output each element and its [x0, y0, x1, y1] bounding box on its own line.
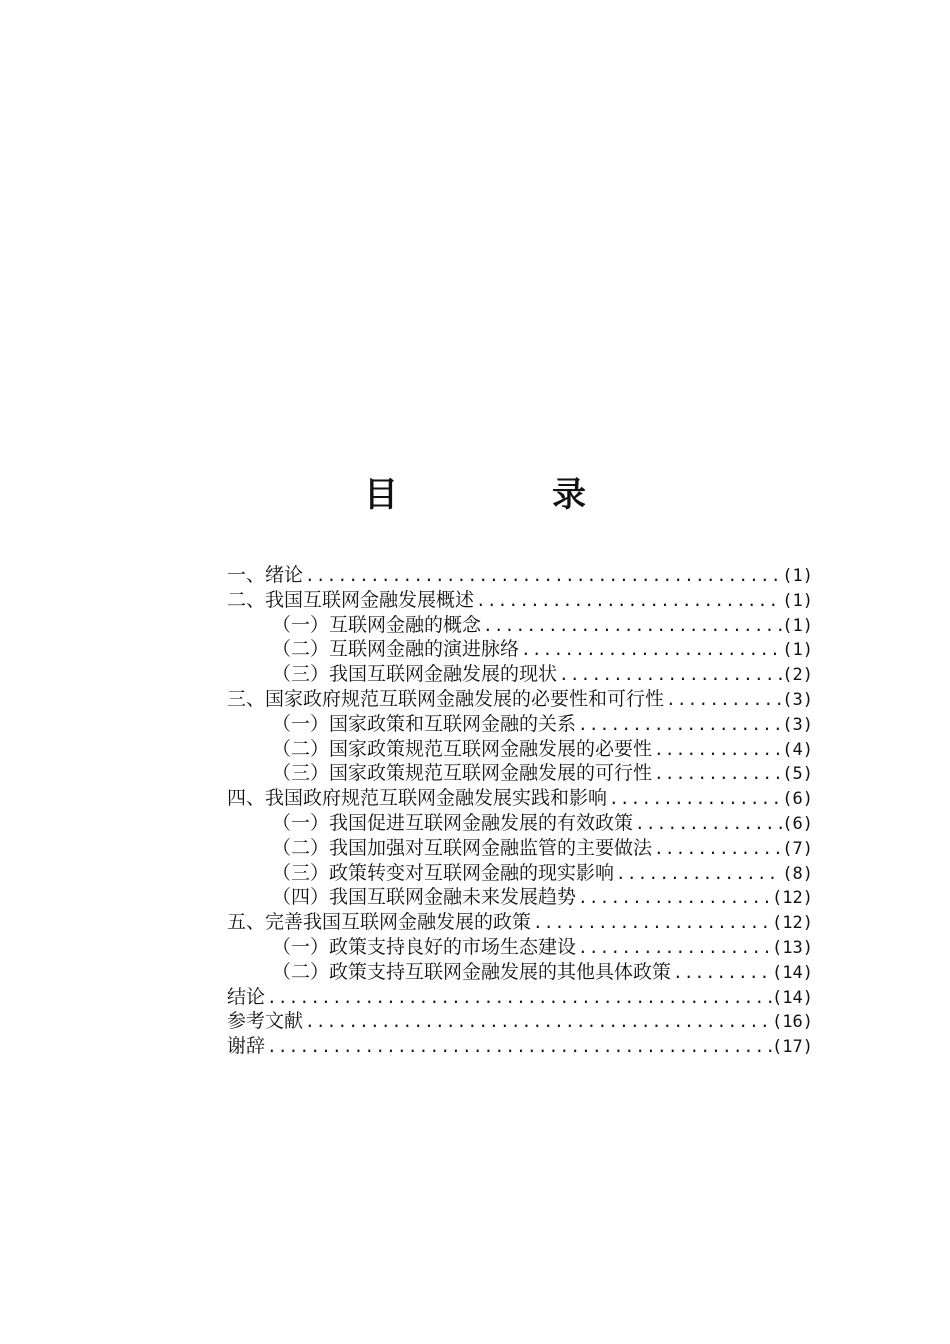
dot-leader [607, 787, 782, 811]
toc-entry[interactable] [227, 662, 813, 687]
toc-entry[interactable] [227, 712, 813, 737]
toc-entry-page-number: (1) [782, 615, 813, 636]
toc-entry[interactable] [227, 910, 813, 935]
toc-entry[interactable] [227, 563, 813, 588]
toc-entry-page-number: (7) [782, 838, 813, 859]
dot-leader [652, 738, 782, 762]
toc-entry[interactable] [227, 637, 813, 662]
dot-leader [531, 911, 772, 935]
toc-entry-text: 参考文献 [227, 1010, 304, 1033]
toc-entry[interactable] [227, 861, 813, 886]
dot-leader [614, 862, 782, 886]
toc-entry-text: 三、国家政府规范互联网金融发展的必要性和可行性 [227, 687, 665, 710]
toc-entry[interactable] [227, 761, 813, 786]
toc-entry-text: 结论 [227, 985, 266, 1008]
dot-leader [519, 638, 782, 662]
toc-entry[interactable] [227, 786, 813, 811]
dot-leader [576, 936, 772, 960]
toc-entry-page-number: (2) [782, 665, 813, 686]
dot-leader [652, 762, 782, 786]
toc-title: 目 录 [364, 475, 646, 515]
toc-entry-page-number: (14) [772, 962, 813, 983]
toc-entry-text: （三）国家政策规范互联网金融发展的可行性 [272, 762, 653, 785]
dot-leader [576, 886, 772, 910]
toc-entry-text: （二）互联网金融的演进脉络 [272, 638, 520, 661]
toc-entry[interactable] [227, 811, 813, 836]
toc-entry-text: （二）政策支持互联网金融发展的其他具体政策 [272, 960, 672, 983]
toc-entry-page-number: (6) [782, 813, 813, 834]
toc-entry[interactable] [227, 1034, 813, 1059]
toc-entry-text: 五、完善我国互联网金融发展的政策 [227, 911, 532, 934]
toc-entry-page-number: (6) [782, 789, 813, 810]
toc-entry-page-number: (4) [782, 739, 813, 760]
toc-entry-page-number: (12) [772, 913, 813, 934]
toc-entry-page-number: (16) [772, 1012, 813, 1033]
toc-entry[interactable] [227, 836, 813, 861]
toc-entry-text: （四）我国互联网金融未来发展趋势 [272, 886, 577, 909]
toc-entry[interactable] [227, 737, 813, 762]
toc-entry-page-number: (3) [782, 714, 813, 735]
toc-entry[interactable] [227, 1009, 813, 1034]
toc-entry-page-number: (5) [782, 764, 813, 785]
toc-entry-text: （三）政策转变对互联网金融的现实影响 [272, 861, 615, 884]
dot-leader [303, 564, 782, 588]
toc-entry-page-number: (8) [782, 863, 813, 884]
toc-entry-page-number: (17) [772, 1037, 813, 1058]
toc-entry-page-number: (13) [772, 937, 813, 958]
toc-entry-text: （二）我国加强对互联网金融监管的主要做法 [272, 836, 653, 859]
dot-leader [481, 614, 782, 638]
dot-leader [633, 812, 782, 836]
dot-leader [664, 688, 782, 712]
toc-entry-text: （二）国家政策规范互联网金融发展的必要性 [272, 737, 653, 760]
toc-entry-text: （一）政策支持良好的市场生态建设 [272, 935, 577, 958]
dot-leader [474, 589, 782, 613]
toc-entry[interactable] [227, 613, 813, 638]
toc-entry-text: 谢辞 [227, 1035, 266, 1058]
toc-entry[interactable] [227, 588, 813, 613]
toc-entry-text: 四、我国政府规范互联网金融发展实践和影响 [227, 787, 608, 810]
toc-entry-page-number: (12) [772, 888, 813, 909]
toc-entry-text: 一、绪论 [227, 564, 304, 586]
toc-entry-page-number: (14) [772, 987, 813, 1008]
toc-entry-page-number: (1) [782, 590, 813, 611]
toc-entry-page-number: (3) [782, 689, 813, 710]
dot-leader [671, 961, 772, 985]
toc-entry-page-number: (1) [782, 640, 813, 661]
toc-entry-text: 二、我国互联网金融发展概述 [227, 588, 475, 611]
dot-leader [557, 663, 782, 687]
toc-entry-text: （三）我国互联网金融发展的现状 [272, 663, 558, 686]
toc-entry-text: （一）互联网金融的概念 [272, 613, 482, 636]
toc-entry[interactable] [227, 985, 813, 1010]
toc-entry[interactable] [227, 687, 813, 712]
toc-entry-text: （一）国家政策和互联网金融的关系 [272, 712, 577, 735]
dot-leader [265, 986, 772, 1010]
toc-entry[interactable] [227, 935, 813, 960]
dot-leader [576, 713, 782, 737]
dot-leader [265, 1035, 772, 1059]
dot-leader [303, 1010, 772, 1034]
toc-entry[interactable] [227, 960, 813, 985]
toc-entry[interactable] [227, 885, 813, 910]
toc-entry-text: （一）我国促进互联网金融发展的有效政策 [272, 811, 634, 834]
toc-entry-page-number: (1) [782, 566, 813, 586]
dot-leader [652, 837, 782, 861]
table-of-contents [227, 563, 813, 1059]
